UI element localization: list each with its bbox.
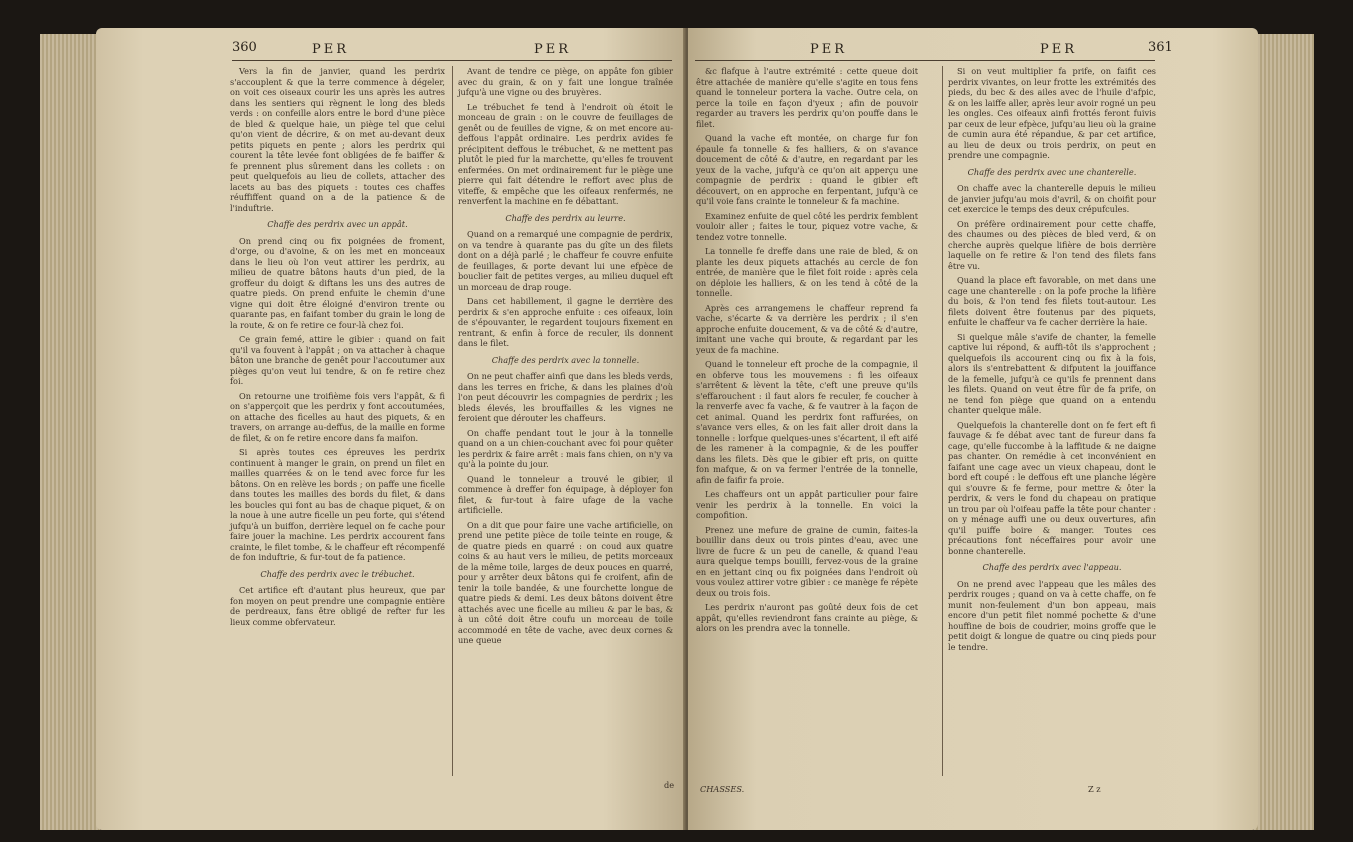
paragraph: On prend cinq ou fix poignées de froment, d'orge, ou d'avoine, & on les met en monceaux dans le lieu où l'on veut attirer les perdrix, au milieu de quatre bâtons hauts d'un pied, de la groffeur du doigt & diftans les uns des autres de quatre pieds. On prend enfuite le chemin d'une vigne qui doit être éloigné d'environ trente ou quarante pas, en faifant tomber du grain le long de la route, & on fe retire ce four-là chez foi. [230,235,445,330]
paragraph: Quelquefois la chanterelle dont on fe fert eft fi fauvage & fe débat avec tant de fureur dans fa cage, qu'elle fuccombe à la laffitude & ne daigne pas chanter. On remédie à cet inconvénient en faifant une cage avec un vieux chapeau, dont le bord eft coupé : le deffous eft une planche légère qui s'ouvre & fe ferme, pour mettre & ôter la perdrix, & vers le fond du chapeau on pratique un trou par où l'oifeau paffe la tête pour chanter : on y ménage auffi une ou deux ouvertures, afin qu'il puiffe boire & manger. Toutes ces précautions font néceffaires pour avoir une bonne chanterelle. [948,419,1156,556]
paragraph: Quand on a remarqué une compagnie de perdrix, on va tendre à quarante pas du gîte un des filets dont on a déjà parlé ; le chaffeur fe couvre enfuite de feuillages, & porte devant lui une efpèce de bouclier fait de petites verges, au milieu duquel eft un morceau de drap rouge. [458,229,673,292]
paragraph: Les chaffeurs ont un appât particulier pour faire venir les perdrix à la tonnelle. En voici la compofition. [696,489,918,520]
paragraph: Si après toutes ces épreuves les perdrix continuent à manger le grain, on prend un filet en mailles quarrées & on le tend avec force fur les bâtons. On en relève les bords ; on paffe une ficelle dans toutes les mailles des bords du filet, & dans les boucles qui font au bas de chaque piquet, & on la noue à une autre ficelle un peu forte, qui s'étend jufqu'à un buiffon, derrière lequel on fe cache pour faire jouer la machine. Les perdrix accourent fans crainte, le filet tombe, & le chaffeur eft récompenfé de fon induftrie, & fur-tout de fa patience. [230,447,445,562]
left-running-head: PER [312,42,350,57]
signature-mark: Z z [1088,784,1101,794]
right-page-edges [1254,34,1314,830]
left-head-rule [232,60,672,61]
left-catchword: de [664,780,675,790]
paragraph: On retourne une troifième fois vers l'appât, & fi on s'apperçoit que les perdrix y font accoutumées, on attache des ficelles au haut des piquets, & en travers, on arrange au-deffus, de la maille en forme de filet, & on fe retire encore dans fa maifon. [230,390,445,443]
paragraph: Quand le tonneleur a trouvé le gibier, il commence à dreffer fon équipage, à déployer fon filet, & fur-tout à faire ufage de la vache artificielle. [458,473,673,515]
right-column-2 [948,66,1156,656]
paragraph: Après ces arrangemens le chaffeur reprend fa vache, s'écarte & va derrière les perdrix ; il s'en approche enfuite doucement, & va de côté & d'autre, imitant une vache qui broute, & regardant par les yeux de fa machine. [696,302,918,355]
paragraph: Le trébuchet fe tend à l'endroit où étoit le monceau de grain : on le couvre de feuillages de genêt ou de feuilles de vigne, & on met encore au-deffous l'appât ordinaire. Les perdrix avides fe précipitent deffous le trébuchet, & ne mettent pas plutôt le pied fur la marchette, qu'elles fe trouvent enfermées. On met ordinairement fur le piège une pierre qui fait détendre le reffort avec plus de viteffe, & empêche que les oifeaux renfermés, ne renverfent la machine en fe débattant. [458,101,673,206]
paragraph: Si quelque mâle s'avife de chanter, la femelle captive lui répond, & auffi-tôt ils s'approchent ; quelquefois ils accourent cinq ou fix à la fois, alors ils s'entrebattent & difputent la jouiffance de la femelle, jufqu'à ce qu'ils fe prennent dans les filets. Quand on veut être fûr de fa prife, on ne tend fon piège que quand on a entendu chanter quelque mâle. [948,331,1156,415]
paragraph: Avant de tendre ce piège, on appâte fon gibier avec du grain, & on y fait une longue traînée jufqu'à une vigne ou des bruyères. [458,66,673,97]
paragraph: Quand la place eft favorable, on met dans une cage une chanterelle : on la pofe proche la lifière du bois, & l'on tend fes filets tout-autour. Les filets doivent être foutenus par des piquets, enfuite le chaffeur va fe cacher derrière la haie. [948,275,1156,327]
section-heading: Chaffe des perdrix au leurre. [505,212,626,223]
paragraph: Cet artifice eft d'autant plus heureux, que par fon moyen on peut prendre une compagnie entière de perdreaux, fans être obligé de refter fur les lieux comme obfervateur. [230,585,445,627]
paragraph: Prenez une mefure de graine de cumin, faites-la bouillir dans deux ou trois pintes d'eau, avec une livre de fucre & un peu de canelle, & quand l'eau aura quelque temps bouilli, fervez-vous de la graine en en jettant cinq ou fix poignées dans l'endroit où vous voulez attirer votre gibier : ce manège fe répète deux ou trois fois. [696,524,918,598]
section-heading: Chaffe des perdrix avec un appât. [267,219,408,229]
left-column-1 [230,66,445,631]
paragraph: On chaffe pendant tout le jour à la tonnelle quand on a un chien-couchant avec foi pour quêter les perdrix & faire arrêt : mais fans chien, on n'y va qu'à la pointe du jour. [458,427,673,469]
paragraph: Si on veut multiplier fa prife, on faifit ces perdrix vivantes, on leur frotte les extrémités des pieds, du bec & des ailes avec de l'huile d'afpic, & on les laiffe aller, après leur avoir rogné un peu les ongles. Ces oifeaux ainfi frottés feront fuivis par ceux de leur efpèce, jufqu'au lieu où la graine de cumin aura été répandue, & par cet artifice, au lieu de deux ou trois perdrix, on peut en prendre une compagnie. [948,66,1156,160]
paragraph: La tonnelle fe dreffe dans une raie de bled, & on plante les deux piquets attachés au cercle de fon entrée, de manière que le filet foit roide : après cela on déploie les halliers, & on les tend à côté de la tonnelle. [696,246,918,298]
paragraph: Examinez enfuite de quel côté les perdrix femblent vouloir aller ; faites le tour, piquez votre vache, & tendez votre tonnelle. [696,210,918,242]
paragraph: On chaffe avec la chanterelle depuis le milieu de janvier jufqu'au mois d'avril, & on choifit pour cet exercice le temps des deux crépufcules. [948,183,1156,214]
paragraph: On préfère ordinairement pour cette chaffe, des chaumes ou des pièces de bled verd, & on cherche auprès quelque lifière de bois derrière laquelle on fe retire & l'on tend des filets fans être vu. [948,218,1156,271]
paragraph: Dans cet habillement, il gagne le derrière des perdrix & s'en approche enfuite : ces oifeaux, loin de s'épouvanter, le regardent toujours fixement en rentrant, & enfin à force de reculer, ils donnent dans le filet. [458,296,673,348]
section-heading: Chaffe des perdrix avec la tonnelle. [491,354,640,365]
right-page-number: 361 [1148,40,1173,55]
paragraph: Quand le tonneleur eft proche de la compagnie, il en obferve tous les mouvemens : fi les oifeaux s'arrêtent & lèvent la tête, c'eft une preuve qu'ils s'effarouchent : il faut alors fe reculer, fe coucher à la renverfe avec fa vache, & fe vautrer à la façon de cet animal. Quand les perdrix font raffurées, on s'avance vers elles, & on les fait aller droit dans la tonnelle : lorfque quelques-unes s'écartent, il eft aifé de les ramener à la compagnie, & de les pouffer dans les filets. Dès que le gibier eft pris, on quitte fon mafque, & on va fermer l'entrée de la tonnelle, afin de faifir fa proie. [696,359,918,485]
left-page-edges [40,34,100,830]
right-column-1 [696,66,918,638]
left-page-number: 360 [232,40,257,55]
paragraph: &c flafque à l'autre extrémité : cette queue doit être attachée de manière qu'elle s'agite en tous fens quand le tonneleur portera la vache. Outre cela, on perce la toile en façon d'yeux ; afin de pouvoir regarder au travers les perdrix qu'on pouffe dans le filet. [696,66,918,129]
section-heading: Chaffe des perdrix avec l'appeau. [982,562,1122,572]
left-running-head-col2: PER [534,42,572,57]
paragraph: On a dit que pour faire une vache artificielle, on prend une petite pièce de toile teinte en rouge, & de quatre pieds en quarré : on coud aux quatre coins & au haut vers le milieu, de petits morceaux de la même toile, larges de deux pouces en quarré, pour y arrêter deux bâtons qui fe croifent, afin de tenir la toile bandée, & une fourchette longue de quatre pieds & demi. Les deux bâtons doivent être attachés avec une ficelle au milieu & par le bas, & à un côté doit être coufu un morceau de toile accommodé en tête de vache, avec deux cornes & une queue [458,519,673,645]
left-column-2 [458,66,673,650]
right-running-head: PER [1040,42,1078,57]
section-heading: Chaffe des perdrix avec le trébuchet. [260,568,415,579]
paragraph: Vers la fin de janvier, quand les perdrix s'accouplent & que la terre commence à dégeler, on voit ces oiseaux courir les uns après les autres dans les sentiers qui règnent le long des bleds verds : on confeille alors entre le bord d'une pièce de bled & quelque haie, un piège tel que celui qu'on vient de décrire, & on met au-devant deux petits piquets en pente ; alors les perdrix qui courent la tête levée font obligées de fe baiffer & fe prennent plus sûrement dans les collets : on peut quelquefois au lieu de collets, attacher des lacets au bas des piquets : toutes ces chaffes réuffiffent quand on a de la patience & de l'induftrie. [230,66,445,213]
right-column-divider [942,66,943,776]
right-running-head-col1: PER [810,42,848,57]
section-heading: Chaffe des perdrix avec une chanterelle. [967,166,1137,177]
paragraph: Quand la vache eft montée, on charge fur fon épaule fa tonnelle & fes halliers, & on s'avance doucement de côté & d'autre, en regardant par les yeux de la vache, jufqu'à ce qu'on ait apperçu une compagnie de perdrix : quand le gibier eft découvert, on en approche en ferpentant, jufqu'à ce qu'il voie fans crainte le tonneleur & fa machine. [696,133,918,206]
paragraph: On ne prend avec l'appeau que les mâles des perdrix rouges ; quand on va à cette chaffe, on fe munit non-feulement d'un bon appeau, mais encore d'un petit filet nommé pochette & d'une houffine de bois de coudrier, moins groffe que le petit doigt & longue de quatre ou cinq pieds pour le tendre. [948,578,1156,652]
paragraph: Ce grain femé, attire le gibier : quand on fait qu'il va fouvent à l'appât ; on va attacher à chaque bâton une branche de genêt pour l'accoutumer aux pièges qu'on veut lui tendre, & on fe retire chez foi. [230,334,445,386]
left-column-divider [452,66,453,776]
paragraph: On ne peut chaffer ainfi que dans les bleds verds, dans les terres en friche, & dans les plaines d'où l'on peut découvrir les compagnies de perdrix ; les bleds élevés, les brouffailles & les vignes ne feroient que dérouter les chaffeurs. [458,371,673,423]
paragraph: Les perdrix n'auront pas goûté deux fois de cet appât, qu'elles reviendront fans crainte au piège, & alors on les prendra avec la tonnelle. [696,602,918,633]
right-head-rule [695,60,1155,61]
right-column-footer: CHASSES. [700,784,745,794]
